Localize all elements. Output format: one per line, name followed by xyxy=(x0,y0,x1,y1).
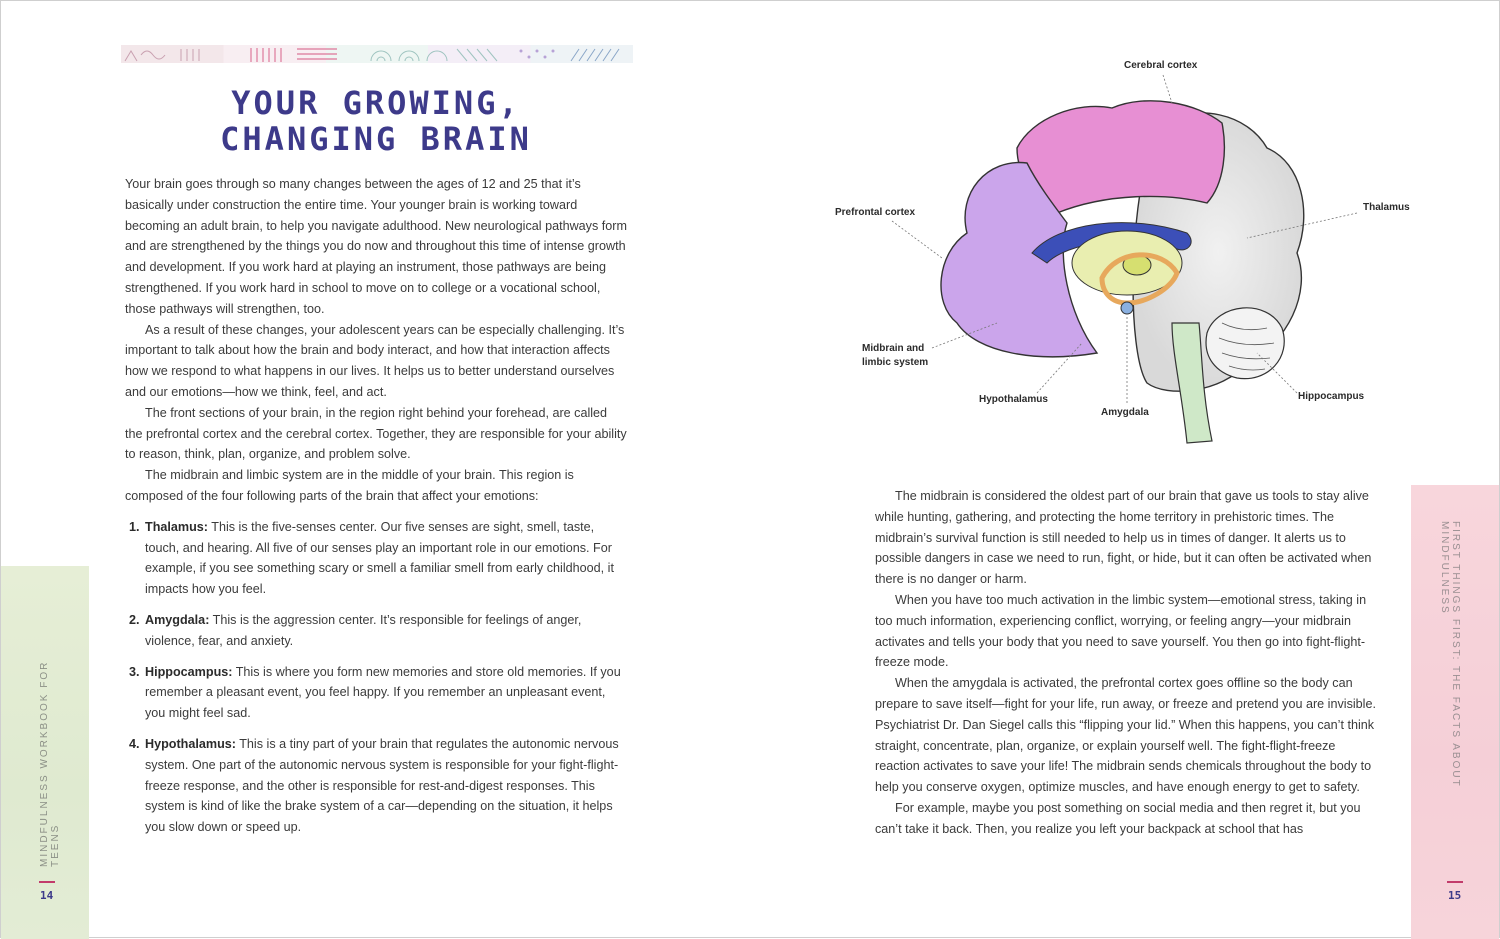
label-hippocampus: Hippocampus xyxy=(1298,391,1365,402)
label-midbrain-line-2: limbic system xyxy=(862,357,929,368)
label-midbrain-line-1: Midbrain and xyxy=(862,343,925,354)
list-term: Thalamus: xyxy=(145,519,208,534)
list-item xyxy=(125,734,627,838)
list-item xyxy=(125,662,627,724)
paragraph: The midbrain is considered the oldest part of our brain that gave us tools to stay alive while hunting, gathering, and protecting the home territory in prehistoric times. The midbrain’s survival function is still needed to help us in times of danger. It alerts us to possible dangers in case we need to run, fight, or hide, but it can often be activated when there is no danger or harm. xyxy=(875,489,1372,587)
label-midbrain xyxy=(862,342,928,370)
brain-parts-list xyxy=(125,517,627,838)
decorative-pattern-strip xyxy=(121,45,633,63)
list-number: 4. xyxy=(129,736,140,751)
folio-rule xyxy=(1447,881,1463,883)
list-text: This is where you form new memories and store old memories. If you remember a pleasant event, you feel happy. If you remember an unpleasant event, you might feel sad. xyxy=(145,664,621,721)
list-number: 3. xyxy=(129,664,140,679)
list-term: Hippocampus: xyxy=(145,664,233,679)
paragraph: For example, maybe you post something on social media and then regret it, but you can’t take it back. Then, you realize you left your backpack at school that has xyxy=(875,800,1361,836)
list-term: Amygdala: xyxy=(145,612,210,627)
left-running-head: MINDFULNESS WORKBOOK FOR TEENS xyxy=(39,660,61,867)
list-number: 1. xyxy=(129,519,140,534)
pattern-doodles xyxy=(121,45,633,63)
list-text: This is a tiny part of your brain that regulates the autonomic nervous system. One part of the autonomic nervous system is responsible for your fight-flight-freeze response, and the other is responsible for rest-and-digest responses. This system is kind of like the brake system of a car—depending on the situation, it helps you slow down or speed up. xyxy=(145,736,619,835)
page-number-right: 15 xyxy=(1448,889,1462,902)
label-prefrontal-cortex: Prefrontal cortex xyxy=(835,207,916,218)
title-line-1: YOUR GROWING, xyxy=(231,84,521,122)
title-line-2: CHANGING BRAIN xyxy=(220,120,532,158)
label-cerebral-cortex: Cerebral cortex xyxy=(1124,60,1198,71)
label-hypothalamus: Hypothalamus xyxy=(979,394,1048,405)
paragraph: When the amygdala is activated, the prefrontal cortex goes offline so the body can prepare to save itself—fight for your life, run away, or freeze and pretend you are invisible. Psychiatrist Dr. Dan Siegel calls this “flipping your lid.” When this happens, you can’t think straight, concentrate, plan, organize, or explain yourself well. The fight-flight-freeze reaction activates to save your life! The midbrain sends chemicals throughout the body to help you conserve oxygen, optimize muscles, and have enough energy to get to safety. xyxy=(875,676,1376,795)
list-number: 2. xyxy=(129,612,140,627)
folio-rule xyxy=(39,881,55,883)
brain-diagram xyxy=(827,53,1427,463)
list-text: This is the aggression center. It’s responsible for feelings of anger, violence, fear, and anxiety. xyxy=(145,612,582,648)
list-item xyxy=(125,517,627,600)
list-item xyxy=(125,610,627,652)
right-running-head: FIRST THINGS FIRST: THE FACTS ABOUT MINDFULNESS xyxy=(1439,521,1461,788)
left-body-text xyxy=(125,174,627,848)
page-number-left: 14 xyxy=(40,889,54,902)
paragraph: The midbrain and limbic system are in the middle of your brain. This region is composed of the four following parts of the brain that affect your emotions: xyxy=(125,468,574,503)
label-amygdala: Amygdala xyxy=(1101,407,1149,418)
page-title xyxy=(121,85,631,157)
label-thalamus: Thalamus xyxy=(1363,202,1410,213)
list-text: This is the five-senses center. Our five senses are sight, smell, taste, touch, and hearing. All five of our senses play an important role in our emotions. For example, if you see something scary or smell a familiar smell from early childhood, it impacts how you feel. xyxy=(145,519,614,597)
paragraph: As a result of these changes, your adolescent years can be especially challenging. It’s important to talk about how the brain and body interact, and how that interaction affects how we respond to what happens in our lives. It helps us to better understand ourselves and our emotions—how we think, feel, and act. xyxy=(125,322,625,399)
list-term: Hypothalamus: xyxy=(145,736,236,751)
right-body-text xyxy=(875,486,1377,840)
paragraph: The front sections of your brain, in the region right behind your forehead, are called the prefrontal cortex and the cerebral cortex. Together, they are responsible for your ability to reason, think, plan, organize, and problem solve. xyxy=(125,405,627,462)
left-page xyxy=(1,1,751,939)
paragraph: When you have too much activation in the limbic system—emotional stress, taking in too much information, experiencing conflict, worrying, or feeling angry—your midbrain activates and tells your body that you need to save yourself. You then go into fight-flight-freeze mode. xyxy=(875,592,1367,670)
paragraph: Your brain goes through so many changes between the ages of 12 and 25 that it’s basically under construction the entire time. Your younger brain is working toward becoming an adult brain, to help you navigate adulthood. New neurological pathways form and are strengthened by the things you do now and throughout this time of intense growth and development. If you work hard at playing an instrument, those pathways are being strengthened. If you work hard in school to move on to college or a vocational school, those pathways will strengthen, too. xyxy=(125,177,627,316)
